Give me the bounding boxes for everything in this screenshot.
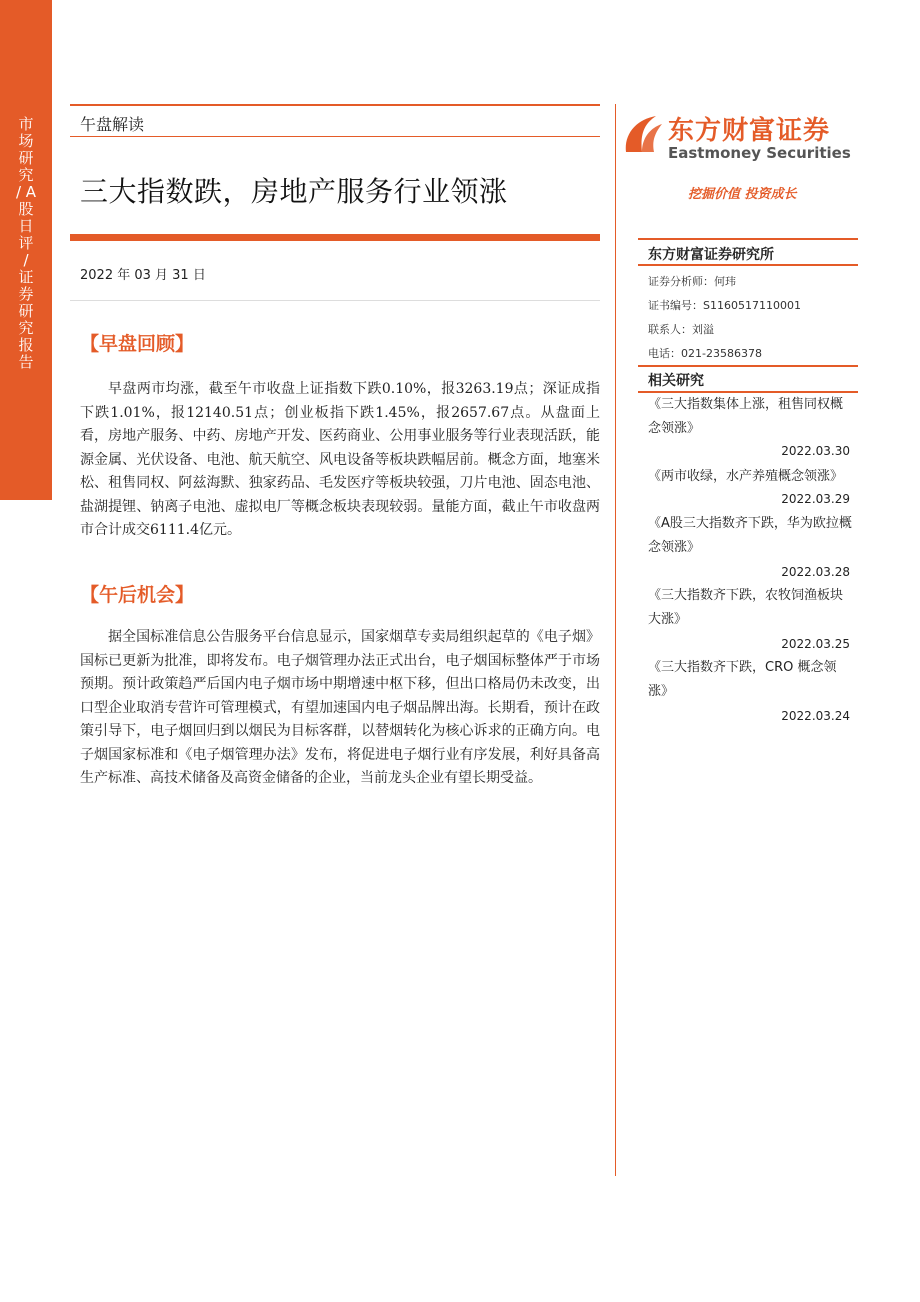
related-research-heading: 相关研究 (648, 373, 704, 389)
brand-name-cn: 东方财富证券 (668, 116, 831, 146)
report-date: 2022 年 03 月 31 日 (80, 268, 206, 283)
related-report-date: 2022.03.29 (781, 492, 850, 506)
morning-review-heading: 【早盘回顾】 (80, 333, 195, 355)
afternoon-heading: 【午后机会】 (80, 584, 195, 606)
institute-name: 东方财富证券研究所 (648, 247, 774, 263)
phone-number: 电话：021-23586378 (648, 347, 762, 360)
morning-review-text: 早盘两市均涨，截至午市收盘上证指数下跌0.10%，报3263.19点；深证成指下跌1.01%，报12140.51点；创业板指下跌1.45%，报2657.67点。从盘面上看，房地产服务、中药、房地产开发、医药商业、公用事业服务等行业表现活跃，能源金属、光伏设备、电池、航天航空、风电设备等板块跌幅居前。概念方面，地塞米松、租售同权、阿兹海默、独家药品、毛发医疗等板块较强，刀片电池、固态电池、盐湖提锂、钠离子电池、虚拟电厂等概念板块表现较弱。量能方面，截止午市收盘两市合计成交6111.4亿元。 (80, 381, 600, 538)
top-rule (70, 104, 600, 106)
related-report-title[interactable]: 《三大指数齐下跌，农牧饲渔板块大涨》 (648, 588, 844, 627)
eastmoney-logo-icon (622, 112, 664, 156)
certificate-number: 证书编号：S1160517110001 (648, 299, 801, 312)
related-report-title[interactable]: 《三大指数集体上涨，租售同权概念领涨》 (648, 397, 844, 436)
brand-slogan: 挖掘价值 投资成长 (688, 187, 797, 202)
institute-bottom-rule (638, 264, 858, 266)
page-title: 三大指数跌，房地产服务行业领涨 (80, 175, 508, 208)
date-rule (70, 300, 600, 301)
contact-person: 联系人：刘溢 (648, 323, 714, 336)
related-report-date: 2022.03.25 (781, 637, 850, 651)
related-report-date: 2022.03.24 (781, 709, 850, 723)
related-report-title[interactable]: 《A股三大指数齐下跌，华为欧拉概念领涨》 (648, 516, 852, 555)
title-bar (70, 234, 600, 241)
column-divider (615, 104, 616, 1176)
report-type: 午盘解读 (80, 115, 145, 134)
afternoon-text: 据全国标准信息公告服务平台信息显示，国家烟草专卖局组织起草的《电子烟》国标已更新为批准，即将发布。电子烟管理办法正式出台，电子烟国标整体严于市场预期。预计政策趋严后国内电子烟市场中期增速中枢下移，但出口格局仍未改变，出口型企业取消专营许可管理模式，有望加速国内电子烟品牌出海。长期看，预计在政策引导下，电子烟回归到以烟民为目标客群，以替烟转化为核心诉求的正确方向。电子烟国家标准和《电子烟管理办法》发布，将促进电子烟行业有序发展，利好具备高生产标准、高技术储备及高资金储备的企业，当前龙头企业有望长期受益。 (80, 629, 600, 786)
related-report-title[interactable]: 《两市收绿，水产养殖概念领涨》 (648, 469, 844, 484)
side-category-tab (0, 0, 52, 500)
side-category-label: 市场研究 / A股日评 / 证券研究报告 (15, 115, 37, 371)
analyst-name: 证券分析师：何玮 (648, 275, 736, 288)
related-report-date: 2022.03.28 (781, 565, 850, 579)
institute-top-rule (638, 238, 858, 240)
type-rule (70, 136, 600, 137)
related-top-rule (638, 365, 858, 367)
related-report-title[interactable]: 《三大指数齐下跌，CRO 概念领涨》 (648, 660, 837, 699)
related-report-date: 2022.03.30 (781, 444, 850, 458)
brand-name-en: Eastmoney Securities (668, 144, 851, 162)
